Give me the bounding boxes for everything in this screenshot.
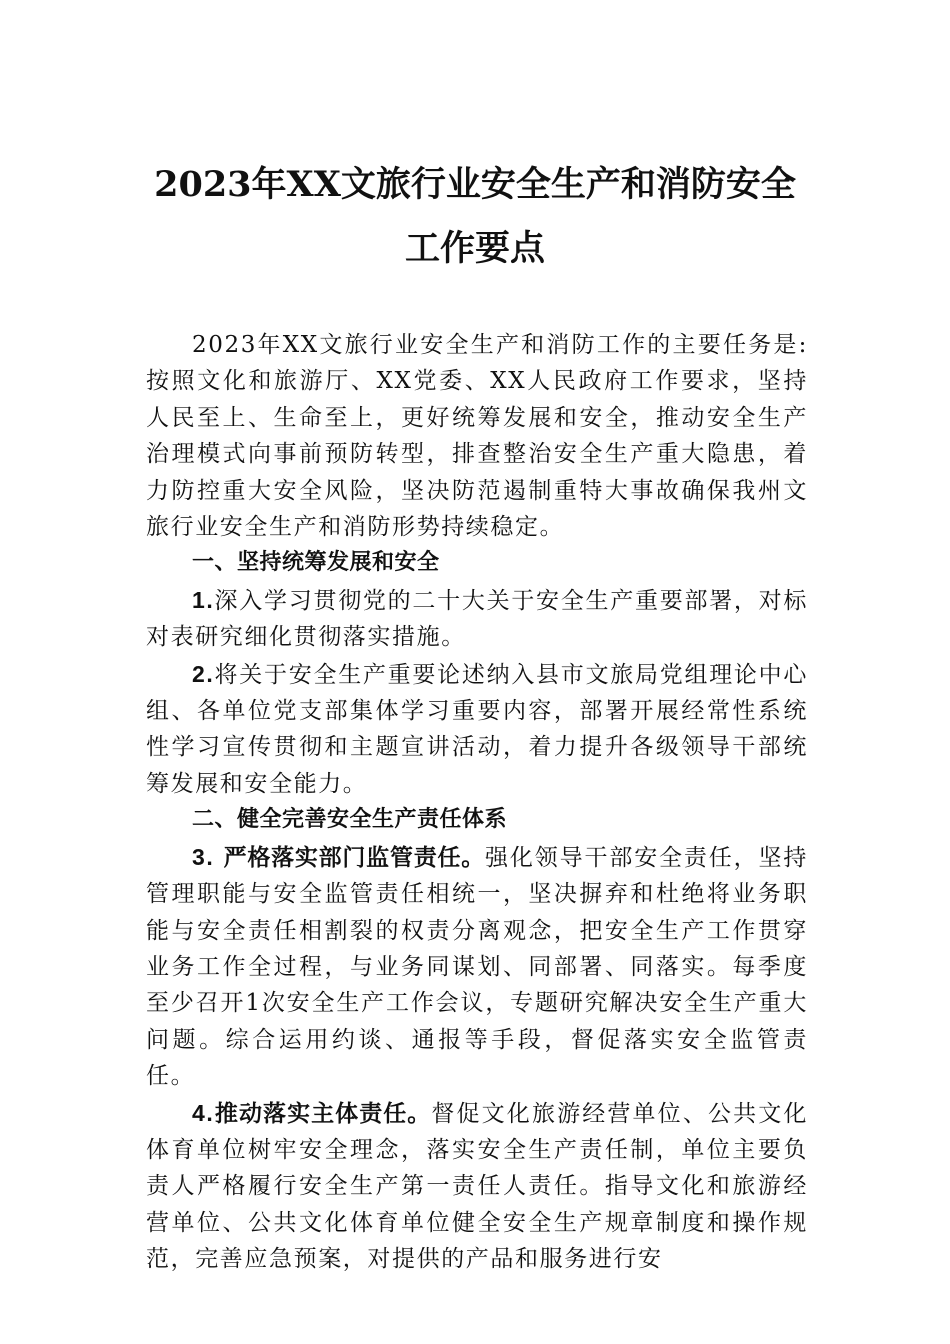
item-1	[146, 582, 808, 656]
item-4-lead: 推动落实主体责任。	[214, 1100, 432, 1127]
item-3-lead: 严格落实部门监管责任。	[223, 844, 485, 871]
item-4-number: 4.	[192, 1099, 215, 1126]
document-body	[146, 327, 808, 1278]
item-4	[146, 1095, 808, 1278]
item-3-number: 3.	[192, 843, 215, 870]
item-1-text: 深入学习贯彻党的二十大关于安全生产重要部署，对标对表研究细化贯彻落实措施。	[146, 587, 808, 651]
item-2-text: 将关于安全生产重要论述纳入县市文旅局党组理论中心组、各单位党支部集体学习重要内容，部署开展经常性系统性学习宣传贯彻和主题宣讲活动，着力提升各级领导干部统筹发展和安全能力。	[146, 661, 808, 797]
item-3	[146, 839, 808, 1095]
document-title-line1: 2023年XX文旅行业安全生产和消防安全	[154, 164, 796, 205]
item-2-number: 2.	[192, 660, 215, 687]
section-heading-1: 一、坚持统筹发展和安全	[192, 550, 440, 576]
item-2	[146, 656, 808, 803]
document-title-line2: 工作要点	[404, 228, 545, 269]
section-heading-2: 二、健全完善安全生产责任体系	[192, 807, 508, 833]
item-3-text: 强化领导干部安全责任，坚持管理职能与安全监管责任相统一，坚决摒弃和杜绝将业务职能与安全责任相割裂的权责分离观念，把安全生产工作贯穿业务工作全过程，与业务同谋划、同部署、同落实。每季度至少召开1次安全生产工作会议，专题研究解决安全生产重大问题。综合运用约谈、通报等手段，督促落实安全监管责任。	[146, 844, 808, 1090]
item-4-text: 督促文化旅游经营单位、公共文化体育单位树牢安全理念，落实安全生产责任制，单位主要负责人严格履行安全生产第一责任人责任。指导文化和旅游经营单位、公共文化体育单位健全安全生产规章制度和操作规范，完善应急预案，对提供的产品和服务进行安	[146, 1100, 809, 1273]
intro-paragraph: 2023年XX文旅行业安全生产和消防工作的主要任务是:按照文化和旅游厅、XX党委、XX人民政府工作要求，坚持人民至上、生命至上，更好统筹发展和安全，推动安全生产治理模式向事前预防转型，排查整治安全生产重大隐患，着力防控重大安全风险，坚决防范遏制重特大事故确保我州文旅行业安全生产和消防形势持续稳定。	[146, 332, 808, 541]
item-1-number: 1.	[192, 586, 215, 613]
